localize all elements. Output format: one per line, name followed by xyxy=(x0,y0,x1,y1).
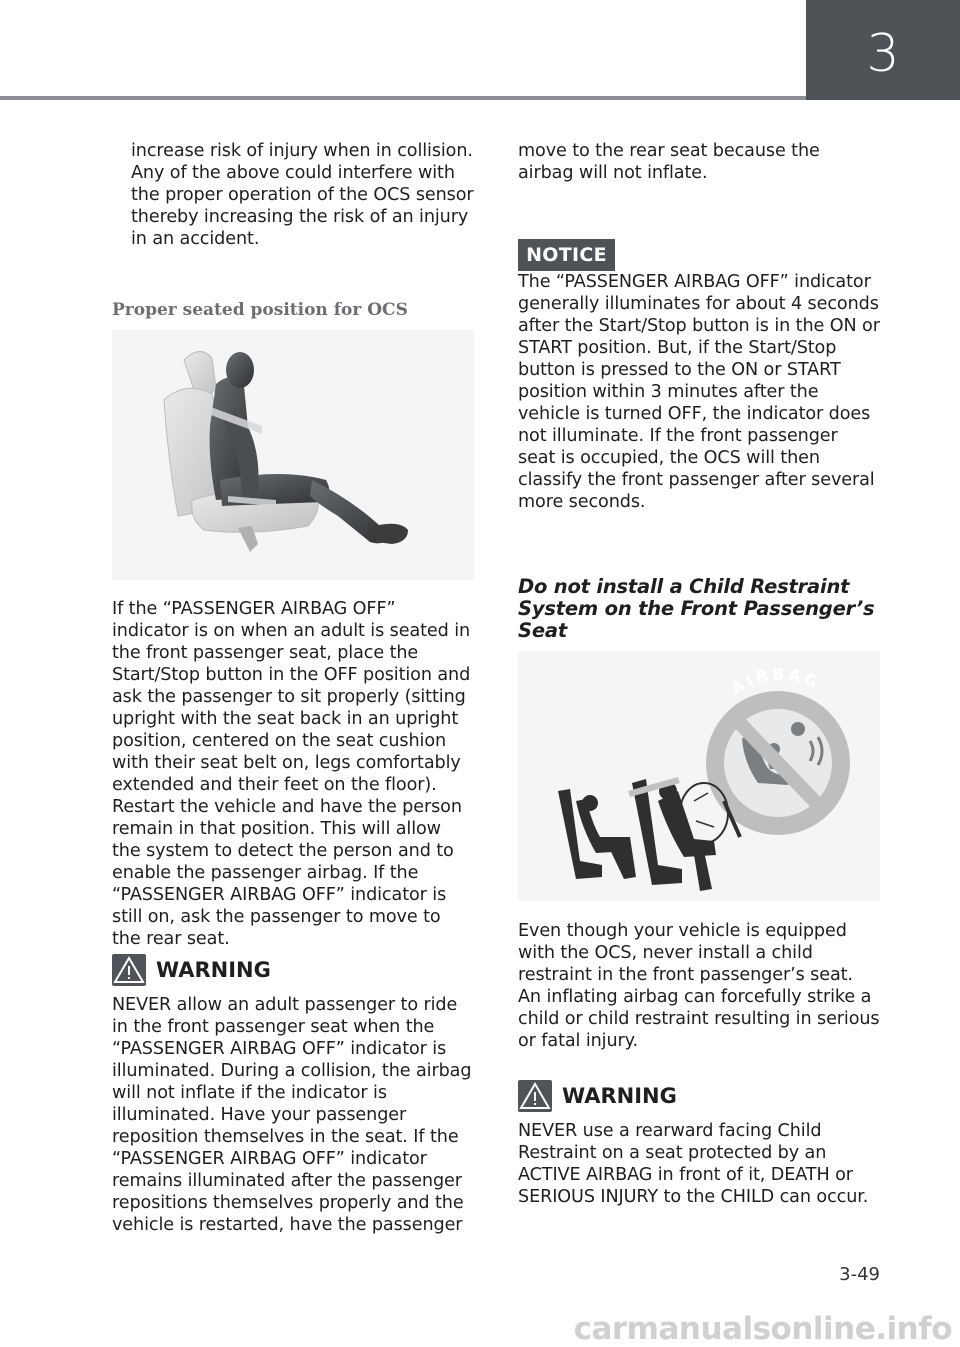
warning-label: WARNING xyxy=(562,1084,677,1108)
warning-triangle-icon xyxy=(112,954,146,986)
warning-header-right xyxy=(518,1080,677,1112)
notice-badge: NOTICE xyxy=(518,239,615,271)
seated-position-illustration xyxy=(112,330,474,580)
child-restraint-illustration xyxy=(518,651,880,901)
seated-passenger-image xyxy=(112,330,474,580)
watermark-link[interactable]: carmanualsonline.info xyxy=(573,1311,952,1347)
airbag-arc-text: AIRBAG xyxy=(727,664,824,699)
notice-paragraph: The “PASSENGER AIRBAG OFF” indicator generally illuminates for about 4 seconds after the Start/Stop button is in the ON or START position. But, if the Start/Stop button is pressed to the ON or START position within 3 minutes after the vehicle is turned OFF, the indicator does not illuminate. If the front passenger seat is occupied, the OCS will then classify the front passenger after several more seconds. xyxy=(518,272,880,512)
warning-label: WARNING xyxy=(156,958,271,982)
section-heading-child-restraint: Do not install a Child Restraint System on the Front Passenger’s Seat xyxy=(518,575,875,642)
warning-paragraph-right: NEVER use a rearward facing Child Restraint on a seat protected by an ACTIVE AIRBAG in front of it, DEATH or SERIOUS INJURY to the CHILD can occur. xyxy=(518,1121,869,1207)
chapter-number: 3 xyxy=(866,24,900,84)
warning-triangle-icon xyxy=(518,1080,552,1112)
no-child-seat-airbag-image xyxy=(518,651,880,901)
seated-position-paragraph: If the “PASSENGER AIRBAG OFF” indicator is on when an adult is seated in the front passenger seat, place the Start/Stop button in the OFF position and ask the passenger to sit properly (sitting upright with the seat back in an upright position, centered on the seat cushion with their seat belt on, legs comfortably extended and their feet on the floor). Restart the vehicle and have the person remain in that position. This will allow the system to detect the person and to enable the passenger airbag. If the “PASSENGER AIRBAG OFF” indicator is still on, ask the passenger to move to the rear seat. xyxy=(112,599,471,949)
warning-header-left xyxy=(112,954,271,986)
continued-paragraph: move to the rear seat because the airbag will not inflate. xyxy=(518,141,820,183)
rear-seat-occupant xyxy=(558,789,636,879)
header-rule xyxy=(0,96,806,100)
child-restraint-paragraph: Even though your vehicle is equipped with the OCS, never install a child restraint in the front passenger’s seat. An inflating airbag can forcefully strike a child or child restraint resulting in serious or fatal injury. xyxy=(518,921,880,1051)
subheading-seated-position: Proper seated position for OCS xyxy=(112,300,408,320)
front-passenger-with-airbag xyxy=(628,777,740,891)
warning-paragraph-left: NEVER allow an adult passenger to ride in the front passenger seat when the “PASSENGER AIRBAG OFF” indicator is illuminated. During a collision, the airbag will not inflate if the indicator is illuminated. Have your passenger reposition themselves in the seat. If the “PASSENGER AIRBAG OFF” indicator remains illuminated after the passenger repositions themselves properly and the vehicle is restarted, have the passenger xyxy=(112,995,472,1235)
chapter-tab xyxy=(806,0,960,100)
page-number: 3-49 xyxy=(839,1264,880,1285)
intro-paragraph: increase risk of injury when in collision. Any of the above could interfere with the proper operation of the OCS sensor thereby increasing the risk of an injury in an accident. xyxy=(131,141,474,249)
